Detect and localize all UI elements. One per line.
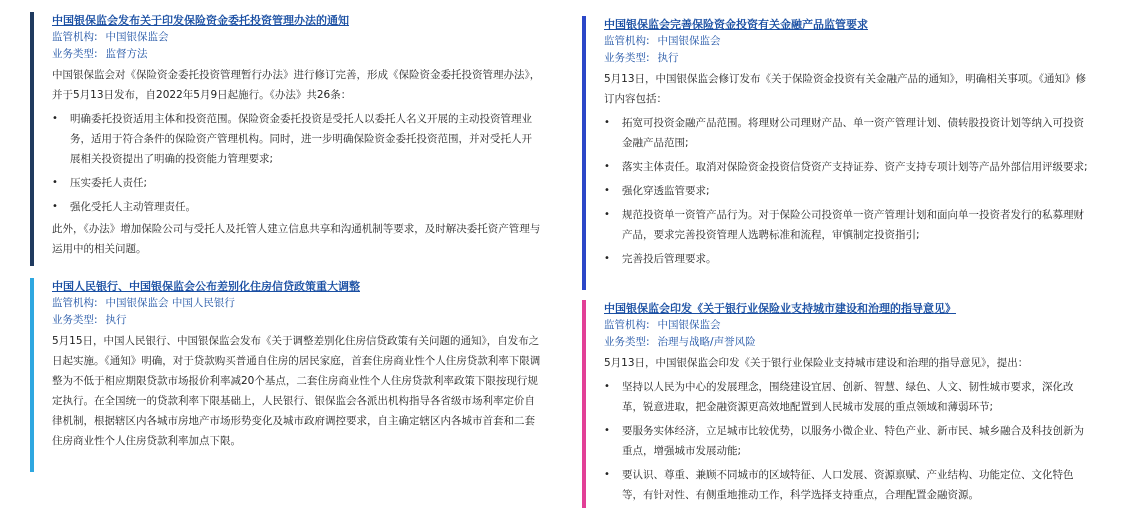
agency-label: 监管机构: (604, 35, 650, 47)
list-item-text: 要服务实体经济，立足城市比较优势，以服务小微企业、特色产业、新市民、城乡融合及科技创新为重点，增强城市发展动能; (622, 425, 1084, 457)
article-type-row (604, 334, 1092, 351)
article-title-link[interactable]: 中国人民银行、中国银保监会公布差别化住房信贷政策重大调整 (52, 280, 360, 293)
type-label: 业务类型: (52, 48, 98, 60)
list-item (604, 157, 1092, 177)
list-item (604, 465, 1092, 505)
agency-value: 中国银保监会 (657, 319, 721, 331)
list-item-text: 强化受托人主动管理责任。 (70, 201, 196, 213)
list-item-text: 坚持以人民为中心的发展理念，围绕建设宜居、创新、智慧、绿色、人文、韧性城市要求，深化改革，锐意进取，把金融资源更高效地配置到人民城市发展的重点领域和薄弱环节; (622, 381, 1074, 413)
agency-label: 监管机构: (52, 297, 98, 309)
bullet-icon: • (604, 381, 610, 392)
article-title-link[interactable]: 中国银保监会发布关于印发保险资金委托投资管理办法的通知 (52, 14, 349, 27)
list-item-text: 落实主体责任。取消对保险资金投资信贷资产支持证券、资产支持专项计划等产品外部信用评级要求; (622, 161, 1088, 173)
article-outro: 此外，《办法》增加保险公司与受托人及托管人建立信息共享和沟通机制等要求，及时解决委托资产管理与运用中的相关问题。 (52, 223, 541, 255)
article-agency-row (52, 295, 542, 312)
agency-label: 监管机构: (52, 31, 98, 43)
list-item-text: 拓宽可投资金融产品范围。将理财公司理财产品、单一资产管理计划、债转股投资计划等纳入可投资金融产品范围; (622, 117, 1084, 149)
article-card (582, 16, 1092, 290)
bullet-icon: • (604, 185, 610, 196)
list-item (604, 249, 1092, 269)
list-item (52, 109, 542, 169)
list-item-text: 强化穿透监管要求; (622, 185, 710, 197)
bullet-icon: • (604, 469, 610, 480)
list-item-text: 完善投后管理要求。 (622, 253, 717, 265)
article-agency-row (604, 317, 1092, 334)
list-item (604, 181, 1092, 201)
type-label: 业务类型: (604, 52, 650, 64)
article-intro: 中国银保监会对《保险资金委托投资管理暂行办法》进行修订完善，形成《保险资金委托投资管理办法》，并于5月13日发布，自2022年5月9日起施行。《办法》共26条： (52, 69, 541, 101)
list-item-text: 规范投资单一资管产品行为。对于保险公司投资单一资产管理计划和面向单一投资者发行的私募理财产品，要求完善投资管理人选聘标准和流程，审慎制定投资指引; (622, 209, 1084, 241)
type-label: 业务类型: (604, 336, 650, 348)
agency-label: 监管机构: (604, 319, 650, 331)
article-card (30, 278, 542, 472)
article-intro: 5月15日，中国人民银行、中国银保监会发布《关于调整差别化住房信贷政策有关问题的通知》，自发布之日起实施。《通知》明确，对于贷款购买普通自住房的居民家庭，首套住房商业性个人住房贷款利率下限调整为不低于相应期限贷款市场报价利率减20个基点，二套住房商业性个人住房贷款利率政策下限按现行规定执行。在全国统一的贷款利率下限基础上，人民银行、银保监会各派出机构指导各省级市场利率定价自律机制，根据辖区内各城市房地产市场形势变化及城市政府调控要求，自主确定辖区内各城市首套和二套住房商业性个人住房贷款利率加点下限。 (52, 335, 541, 447)
agency-value: 中国银保监会 中国人民银行 (105, 297, 235, 309)
list-item (604, 205, 1092, 245)
bullet-icon: • (604, 425, 610, 436)
list-item-text: 压实委托人责任; (70, 177, 148, 189)
agency-value: 中国银保监会 (105, 31, 169, 43)
bullet-icon: • (604, 209, 610, 220)
list-item-text: 明确委托投资适用主体和投资范围。保险资金委托投资是受托人以委托人名义开展的主动投资管理业务，适用于符合条件的保险资产管理机构。同时，进一步明确保险资金委托投资范围，并对受托人开展相关投资提出了明确的投资能力管理要求; (70, 113, 532, 165)
bullet-icon: • (52, 113, 58, 124)
agency-value: 中国银保监会 (657, 35, 721, 47)
article-card (30, 12, 542, 266)
bullet-icon: • (604, 161, 610, 172)
bullet-icon: • (604, 253, 610, 264)
bullet-icon: • (604, 117, 610, 128)
bullet-list (604, 377, 1092, 505)
article-card (582, 300, 1092, 508)
type-value: 执行 (105, 314, 127, 326)
list-item (604, 421, 1092, 461)
type-label: 业务类型: (52, 314, 98, 326)
list-item-text: 要认识、尊重、兼顾不同城市的区域特征、人口发展、资源禀赋、产业结构、功能定位、文化特色等，有针对性、有侧重地推动工作，科学选择支持重点，合理配置金融资源。 (622, 469, 1074, 501)
list-item (604, 377, 1092, 417)
bullet-list (604, 113, 1092, 269)
bullet-icon: • (52, 201, 58, 212)
list-item (604, 113, 1092, 153)
article-agency-row (604, 33, 1092, 50)
type-value: 治理与战略/声誉风险 (657, 336, 756, 348)
bullet-icon: • (52, 177, 58, 188)
article-agency-row (52, 29, 542, 46)
list-item (52, 197, 542, 217)
list-item (52, 173, 542, 193)
article-intro: 5月13日，中国银保监会印发《关于银行业保险业支持城市建设和治理的指导意见》，提出： (604, 357, 1029, 369)
bullet-list (52, 109, 542, 217)
article-intro: 5月13日，中国银保监会修订发布《关于保险资金投资有关金融产品的通知》，明确相关事项。《通知》修订内容包括： (604, 73, 1087, 105)
article-type-row (52, 312, 542, 329)
type-value: 监督方法 (105, 48, 148, 60)
article-title-link[interactable]: 中国银保监会印发《关于银行业保险业支持城市建设和治理的指导意见》 (604, 302, 956, 315)
article-title-link[interactable]: 中国银保监会完善保险资金投资有关金融产品监管要求 (604, 18, 868, 31)
type-value: 执行 (657, 52, 679, 64)
article-type-row (52, 46, 542, 63)
article-type-row (604, 50, 1092, 67)
